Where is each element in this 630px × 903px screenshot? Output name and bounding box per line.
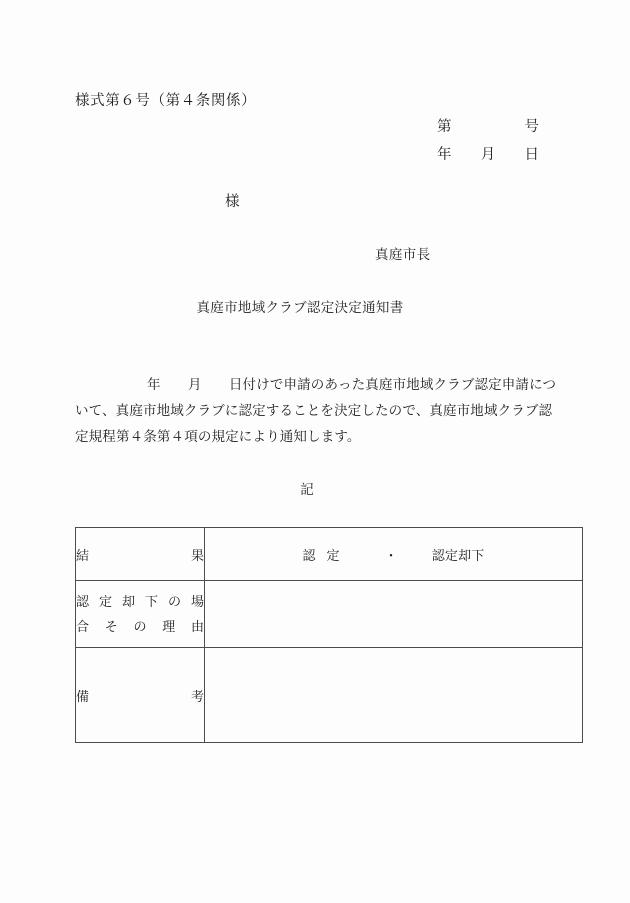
document-date-line: [437, 141, 539, 169]
document-number-text: 第 号: [437, 119, 539, 135]
issuer-name: 真庭市長: [375, 247, 431, 262]
option-separator: ・: [384, 547, 398, 563]
body-paragraph: [75, 372, 561, 450]
option-reject[interactable]: 認定却下: [431, 547, 485, 563]
body-line-1: 年 月 日付けで申請のあった真庭市地域クラブ認定申請につ: [147, 377, 557, 392]
option-approve[interactable]: 認定: [302, 547, 351, 563]
notification-table: [75, 527, 583, 743]
row-reason-value-cell[interactable]: [205, 581, 583, 648]
ki-marker: [0, 478, 630, 498]
row-result-options: [205, 545, 582, 564]
table-row-result: [76, 528, 583, 581]
body-line-2: いて、真庭市地域クラブに認定することを決定したので、真庭市地域クラブ認: [75, 403, 553, 418]
form-number: 様式第６号（第４条関係）: [75, 93, 257, 109]
row-result-label: 結果: [76, 547, 204, 563]
document-title-text: 真庭市地域クラブ認定決定通知書: [196, 300, 404, 315]
row-result-value-cell[interactable]: [205, 528, 583, 581]
row-remarks-label-cell: [76, 648, 205, 743]
document-number-line: [437, 113, 539, 141]
row-result-label-cell: [76, 528, 205, 581]
table-row-remarks: [76, 648, 583, 743]
row-remarks-label: 備考: [76, 688, 204, 704]
row-reason-label-cell: [76, 581, 205, 648]
body-line-3: 定規程第４条第４項の規定により通知します。: [75, 429, 361, 444]
document-title: [0, 296, 630, 316]
document-meta: [437, 113, 539, 169]
row-reason-label-line-2: 合その理由: [76, 619, 204, 634]
addressee-honorific: 様: [225, 194, 240, 210]
ki-marker-text: 記: [300, 482, 314, 497]
document-date-text: 年 月 日: [437, 147, 539, 163]
table-row-reason: [76, 581, 583, 648]
row-remarks-value-cell[interactable]: [205, 648, 583, 743]
row-reason-label-line-1: 認定却下の場: [76, 594, 204, 609]
